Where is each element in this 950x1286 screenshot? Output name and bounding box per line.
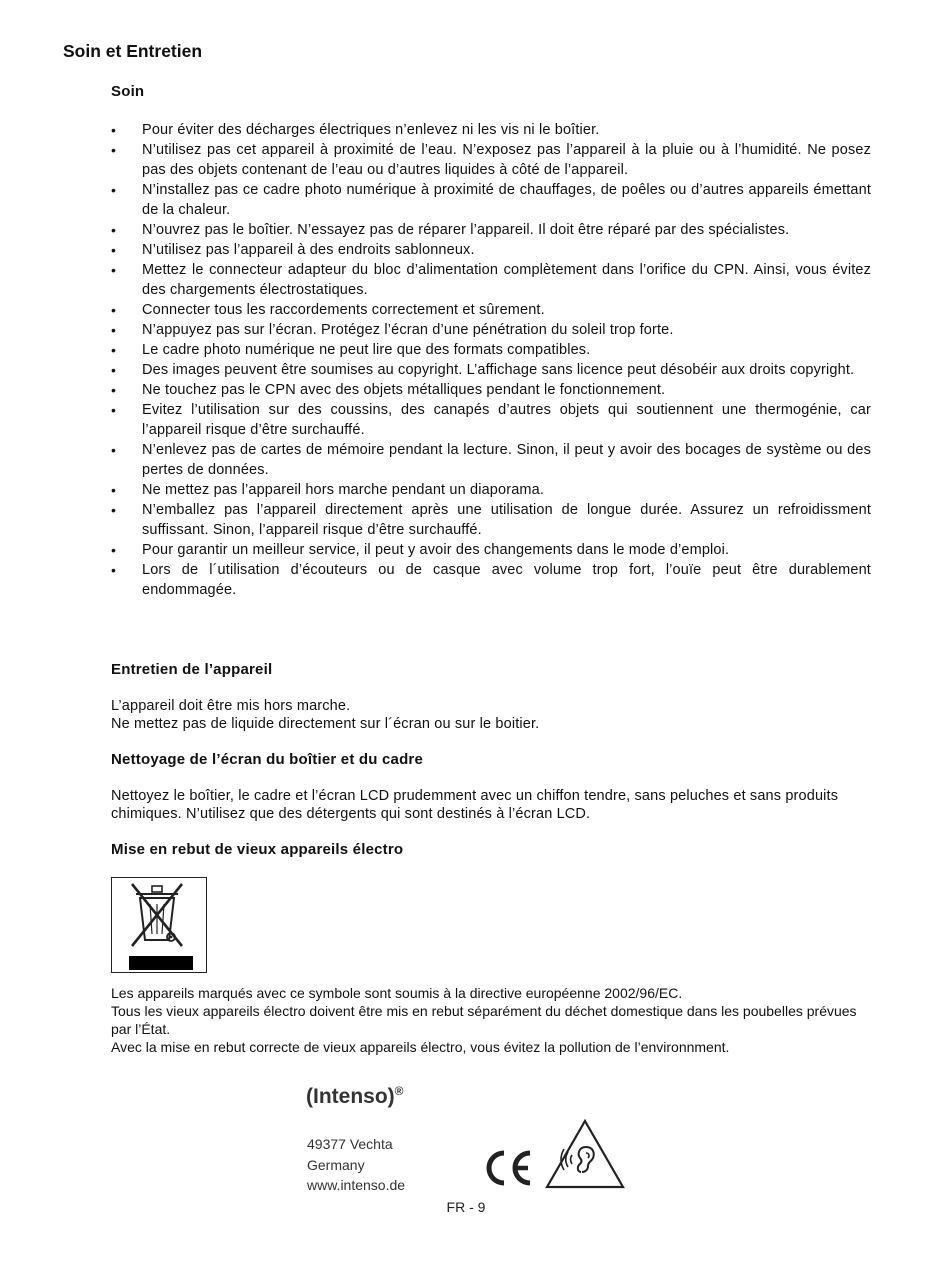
care-instructions-list	[111, 120, 871, 600]
list-item: • N’utilisez pas cet appareil à proximité de l’eau. N’exposez pas l’appareil à la pluie ou à l’humidité. Ne posez pas des objets contenant de l’eau ou d’autres liquides à côté de l’appareil.	[111, 140, 871, 180]
list-item: • Lors de l´utilisation d’écouteurs ou de casque avec volume trop fort, l’ouïe peut être durablement endommagée.	[111, 560, 871, 600]
address-line: 49377 Vechta	[307, 1136, 393, 1152]
list-item: • Des images peuvent être soumises au copyright. L’affichage sans licence peut désobéir aux droits copyright.	[111, 360, 871, 380]
page-title: Soin et Entretien	[63, 41, 203, 61]
nettoyage-text	[111, 787, 871, 823]
disposal-line: Les appareils marqués avec ce symbole sont soumis à la directive européenne 2002/96/EC.	[111, 985, 683, 1001]
brand-name: (Intenso)	[306, 1085, 395, 1108]
list-item: • Pour garantir un meilleur service, il peut y avoir des changements dans le mode d’emploi.	[111, 540, 871, 560]
disposal-text	[111, 984, 871, 1056]
registered-mark: ®	[394, 1084, 404, 1098]
hearing-damage-warning-icon	[544, 1118, 626, 1195]
list-item: • N’appuyez pas sur l’écran. Protégez l’écran d’une pénétration du soleil trop forte.	[111, 320, 871, 340]
entretien-line: L’appareil doit être mis hors marche.	[111, 698, 351, 714]
ce-mark-icon	[483, 1148, 535, 1193]
nettoyage-paragraph: Nettoyez le boîtier, le cadre et l’écran LCD prudemment avec un chiffon tendre, sans peluches et sans produits chimiques. N’utilisez que des détergents qui sont destinés à l’écran LCD.	[111, 788, 839, 822]
list-item: • N’installez pas ce cadre photo numérique à proximité de chauffages, de poêles ou d’autres appareils émettant de la chaleur.	[111, 180, 871, 220]
list-item: • N’enlevez pas de cartes de mémoire pendant la lecture. Sinon, il peut y avoir des bocages de système ou des pertes de données.	[111, 440, 871, 480]
section-heading-soin: Soin	[111, 83, 145, 100]
intenso-logo	[306, 1084, 404, 1109]
disposal-line: Avec la mise en rebut correcte de vieux appareils électro, vous évitez la pollution de l’environnment.	[111, 1039, 730, 1055]
manufacturer-address	[307, 1134, 405, 1196]
entretien-line: Ne mettez pas de liquide directement sur l´écran ou sur le boitier.	[111, 716, 540, 732]
website-text: www.intenso.de	[307, 1177, 406, 1193]
list-item: • Le cadre photo numérique ne peut lire que des formats compatibles.	[111, 340, 871, 360]
weee-crossed-bin-icon	[111, 877, 207, 973]
entretien-text	[111, 697, 871, 733]
list-item: • Ne touchez pas le CPN avec des objets métalliques pendant le fonctionnement.	[111, 380, 871, 400]
section-heading-entretien: Entretien de l’appareil	[111, 661, 273, 678]
address-line: Germany	[307, 1156, 365, 1173]
list-item: • N’ouvrez pas le boîtier. N’essayez pas de réparer l’appareil. Il doit être réparé par des spécialistes.	[111, 220, 871, 240]
list-item: • N’emballez pas l’appareil directement après une utilisation de longue durée. Assurez un refroidissment suffissant. Sinon, l’appareil risque d’être surchauffé.	[111, 500, 871, 540]
list-item: • Evitez l’utilisation sur des coussins, des canapés d’autres objets qui soutiennent une thermogénie, car l’appareil risque d’être surchauffé.	[111, 400, 871, 440]
list-item: • Pour éviter des décharges électriques n’enlevez ni les vis ni le boîtier.	[111, 120, 871, 140]
list-item: • Mettez le connecteur adapteur du bloc d’alimentation complètement dans l’orifice du CPN. Ainsi, vous évitez des chargements électrostatiques.	[111, 260, 871, 300]
page-number: FR - 9	[446, 1199, 486, 1215]
section-heading-mise-en-rebut: Mise en rebut de vieux appareils électro	[111, 841, 404, 858]
section-heading-nettoyage: Nettoyage de l’écran du boîtier et du cadre	[111, 751, 424, 768]
disposal-line: Tous les vieux appareils électro doivent être mis en rebut séparément du déchet domestique dans les poubelles prévues par l’État.	[111, 1003, 857, 1037]
list-item: • N’utilisez pas l’appareil à des endroits sablonneux.	[111, 240, 871, 260]
list-item: • Ne mettez pas l’appareil hors marche pendant un diaporama.	[111, 480, 871, 500]
list-item: • Connecter tous les raccordements correctement et sûrement.	[111, 300, 871, 320]
